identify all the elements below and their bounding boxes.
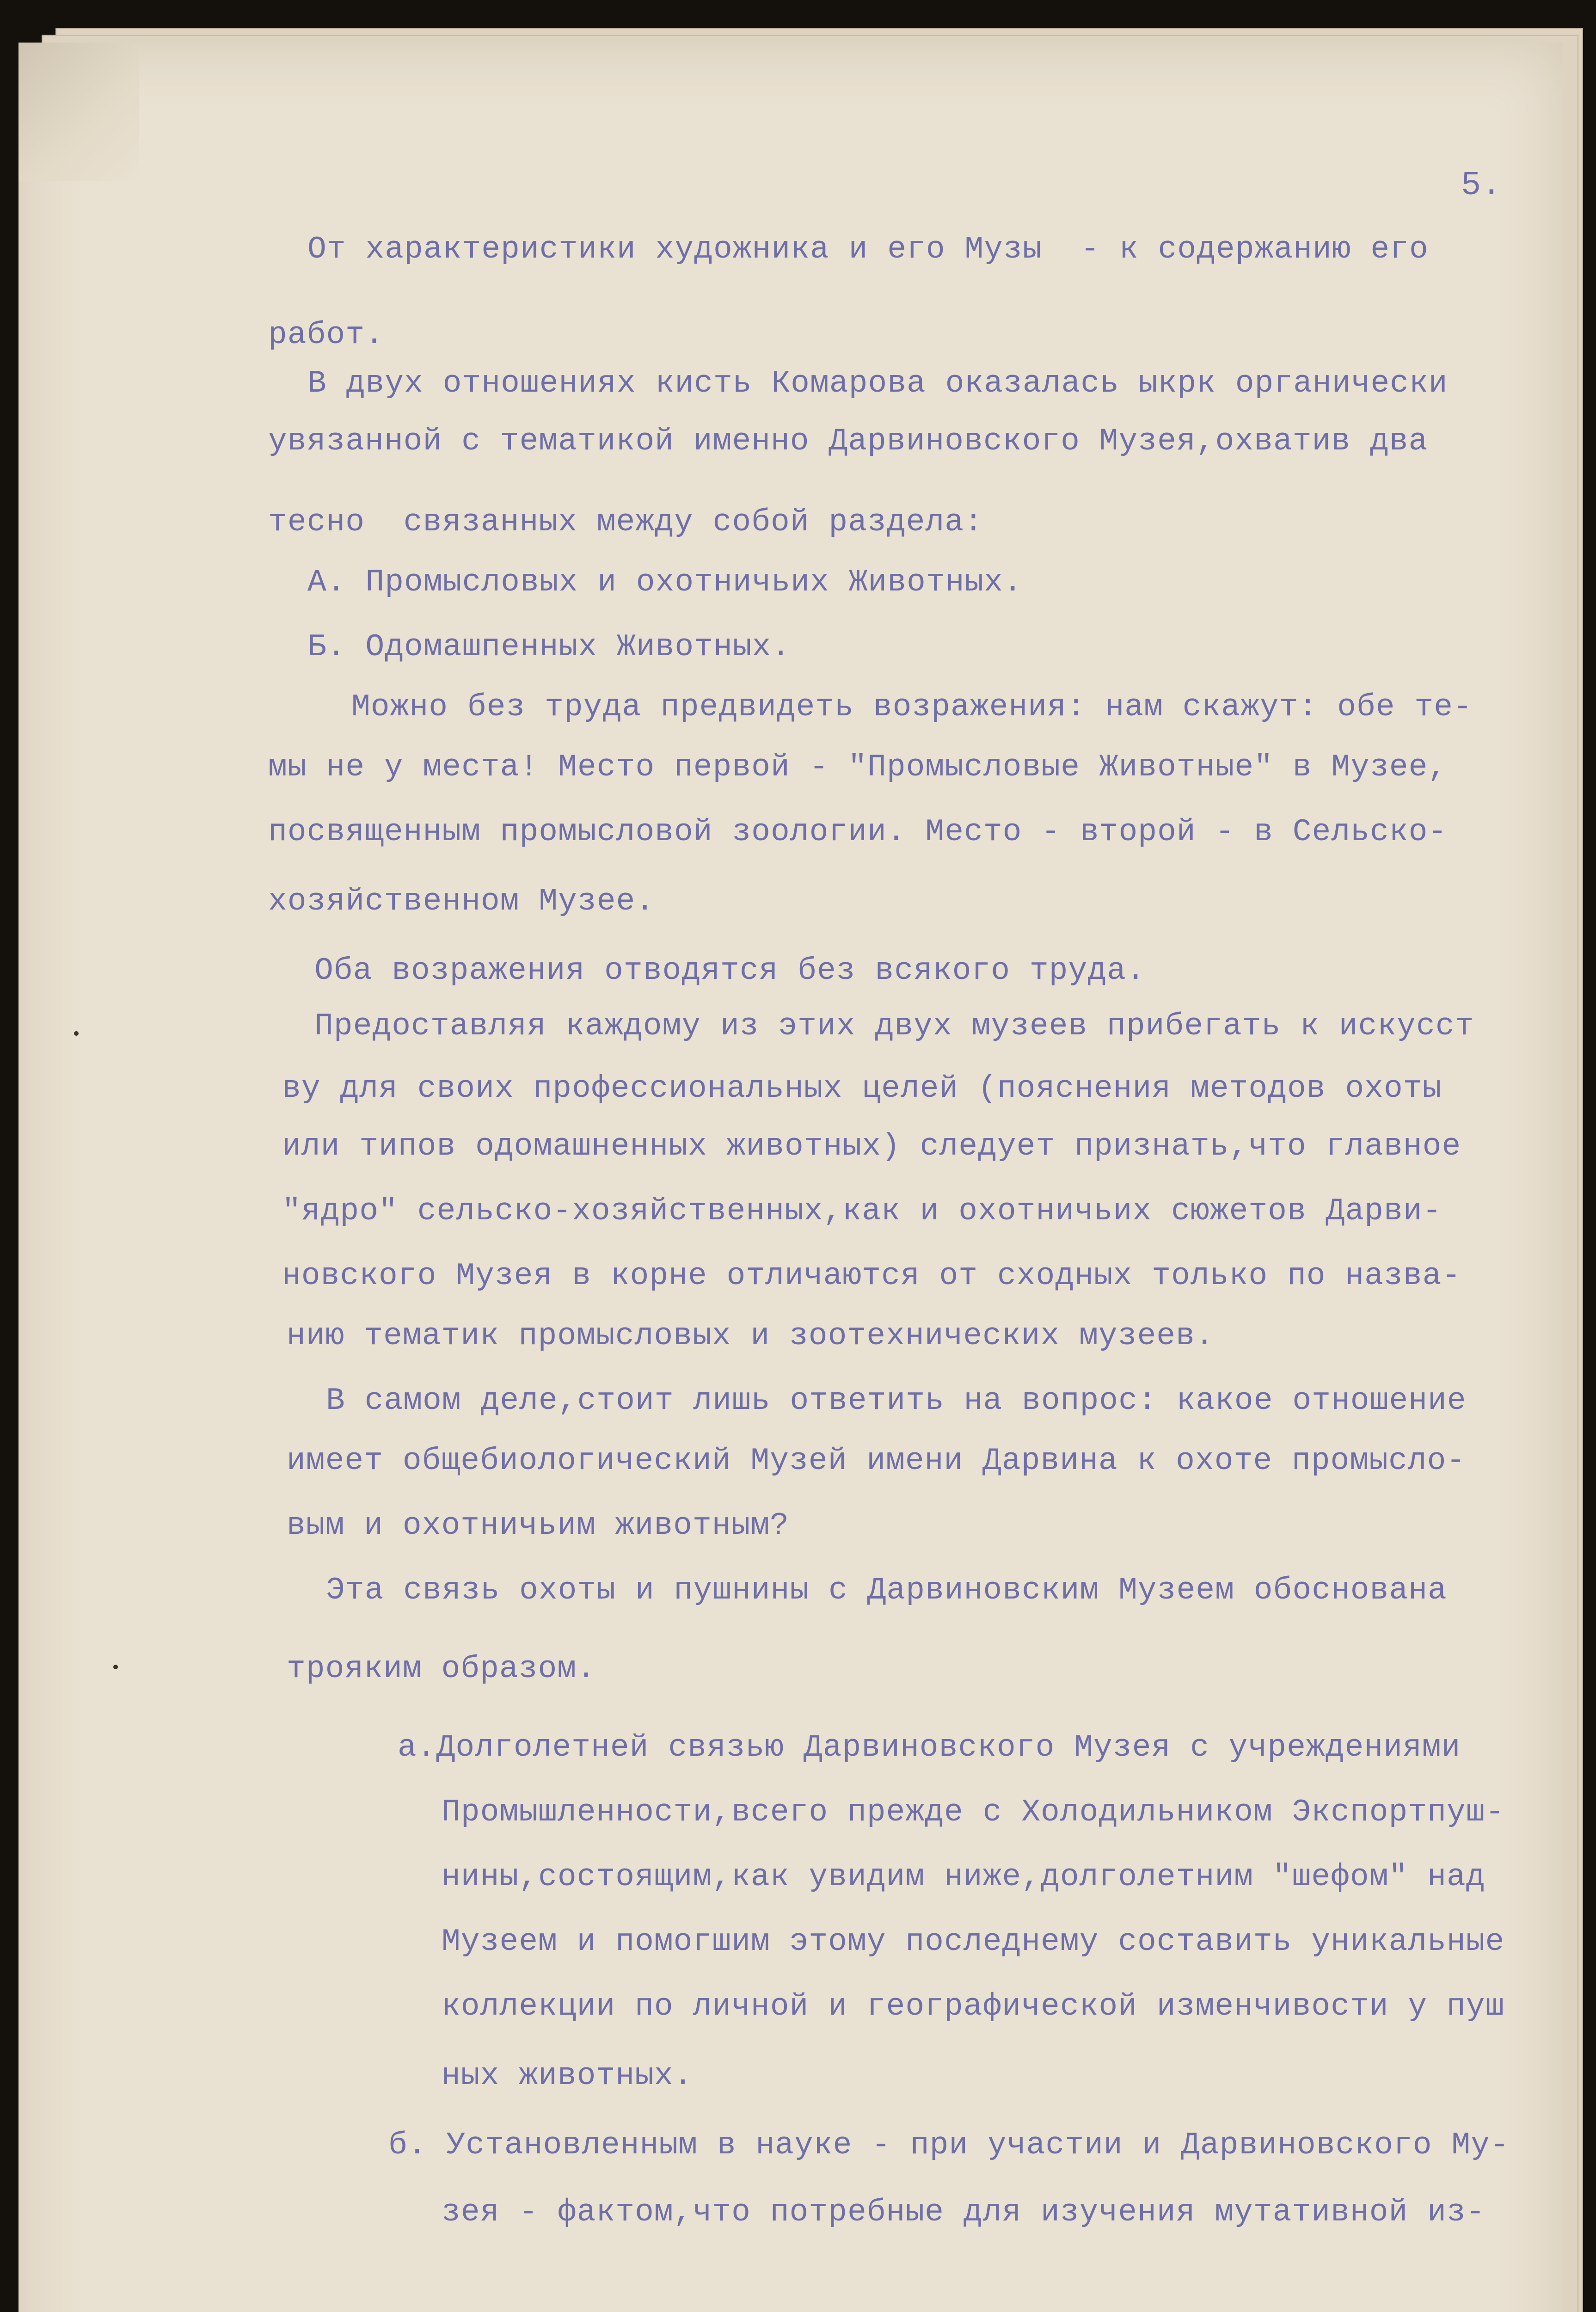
text-line: б. Установленным в науке - при участии и Дарвиновского Му- (388, 2128, 1510, 2163)
text-line: коллекции по личной и географической изменчивости у пуш (442, 1989, 1505, 2024)
text-line: трояким образом. (287, 1651, 596, 1687)
text-line: А. Промысловых и охотничьих Животных. (307, 565, 1023, 600)
text-line: тесно связанных между собой раздела: (268, 504, 983, 540)
text-line: а.Долголетней связью Дарвиновского Музея с учреждениями (398, 1730, 1461, 1765)
text-line: хозяйственном Музее. (268, 884, 655, 919)
text-line: зея - фактом,что потребные для изучения мутативной из- (442, 2195, 1486, 2230)
text-line: увязанной с тематикой именно Дарвиновского Музея,охватив два (268, 424, 1428, 459)
text-line: Оба возражения отводятся без всякого труда. (314, 953, 1146, 989)
text-line: нию тематик промысловых и зоотехнических музеев. (287, 1318, 1215, 1354)
text-line: работ. (268, 317, 384, 353)
text-line: "ядро" сельско-хозяйственных,как и охотничьих сюжетов Дарви- (282, 1193, 1442, 1229)
text-line: Музеем и помогшим этому последнему составить уникальные (442, 1924, 1505, 1960)
text-line: Промышленности,всего прежде с Холодильником Экспортпуш- (442, 1795, 1505, 1830)
text-line: мы не у места! Место первой - "Промысловые Животные" в Музее, (268, 750, 1448, 785)
text-line: ных животных. (442, 2058, 693, 2094)
text-line: нины,состоящим,как увидим ниже,долголетним "шефом" над (442, 1859, 1486, 1895)
text-line: Можно без труда предвидеть возражения: нам скажут: обе те- (351, 689, 1473, 725)
text-line: или типов одомашненных животных) следует признать,что главное (282, 1129, 1461, 1164)
text-line: имеет общебиологический Музей имени Дарвина к охоте промысло- (287, 1443, 1466, 1479)
text-line: Предоставляя каждому из этих двух музеев прибегать к искусст (314, 1008, 1474, 1044)
page-number: 5. (1461, 166, 1502, 204)
text-line: посвященным промысловой зоологии. Место - второй - в Сельско- (268, 814, 1448, 850)
text-line: вым и охотничьим животным? (287, 1508, 789, 1543)
text-line: В самом деле,стоит лишь ответить на вопрос: какое отношение (326, 1383, 1467, 1419)
text-line: Б. Одомашпенных Животных. (307, 629, 791, 665)
text-line: Эта связь охоты и пушнины с Дарвиновским Музеем обоснована (326, 1573, 1447, 1608)
text-line: новского Музея в корне отличаются от сходных только по назва- (282, 1258, 1461, 1294)
text-line: ву для своих профессиональных целей (пояснения методов охоты (282, 1071, 1442, 1107)
text-line: В двух отношениях кисть Комарова оказалась ыкрк органически (307, 366, 1448, 401)
text-line: От характеристики художника и его Музы - к содержанию его (307, 232, 1429, 267)
